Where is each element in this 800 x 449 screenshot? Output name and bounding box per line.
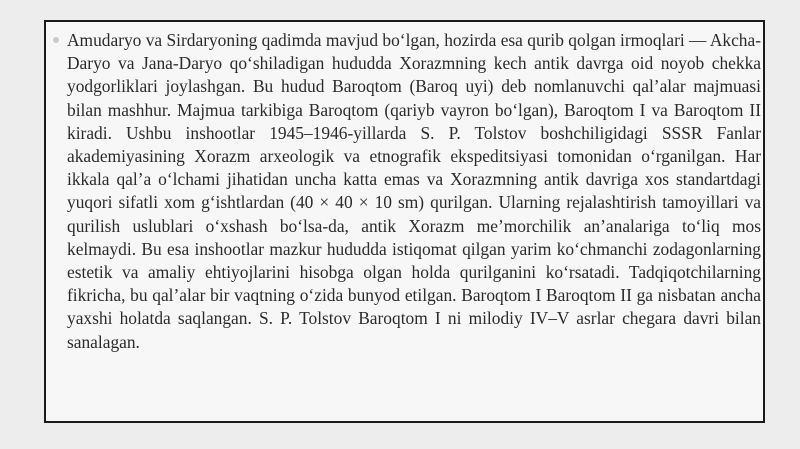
bullet-dot-icon	[53, 37, 59, 43]
text-box	[44, 20, 765, 423]
body-paragraph: Amudaryo va Sirdaryoning qadimda mavjud bo‘lgan, hozirda esa qurib qolgan irmoqlari — Akcha-Daryo va Jana-Daryo qo‘shiladigan hududda Xorazmning kech antik davrga oid noyob chekka yodgorliklari joylashgan. Bu hudud Baroqtom (Baroq uyi) deb nomlanuvchi qal’alar majmuasi bilan mashhur. Majmua tarkibiga Baroqtom (qariyb vayron bo‘lgan), Baroqtom I va Baroqtom II kiradi. Ushbu inshootlar 1945–1946-yillarda S. P. Tolstov boshchiligidagi SSSR Fanlar akademiyasining Xorazm arxeologik va etnografik ekspeditsiyasi tomonidan o‘rganilgan. Har ikkala qal’a o‘lchami jihatidan uncha katta emas va Xorazmning antik davriga xos standartdagi yuqori sifatli xom g‘ishtlardan (40 × 40 × 10 sm) qurilgan. Ularning rejalashtirish tamoyillari va qurilish uslublari o‘xshash bo‘lsa-da, antik Xorazm me’morchilik an’analariga to‘liq mos kelmaydi. Bu esa inshootlar mazkur hududda istiqomat qilgan yarim ko‘chmanchi zodagonlarning estetik va amaliy ehtiyojlarini hisobga olgan holda qurilganini ko‘rsatadi. Tadqiqotchilarning fikricha, bu qal’alar bir vaqtning o‘zida bunyod etilgan. Baroqtom I Baroqtom II ga nisbatan ancha yaxshi holatda saqlangan. S. P. Tolstov Baroqtom I ni milodiy IV–V asrlar chegara davri bilan sanalagan.	[67, 30, 762, 352]
